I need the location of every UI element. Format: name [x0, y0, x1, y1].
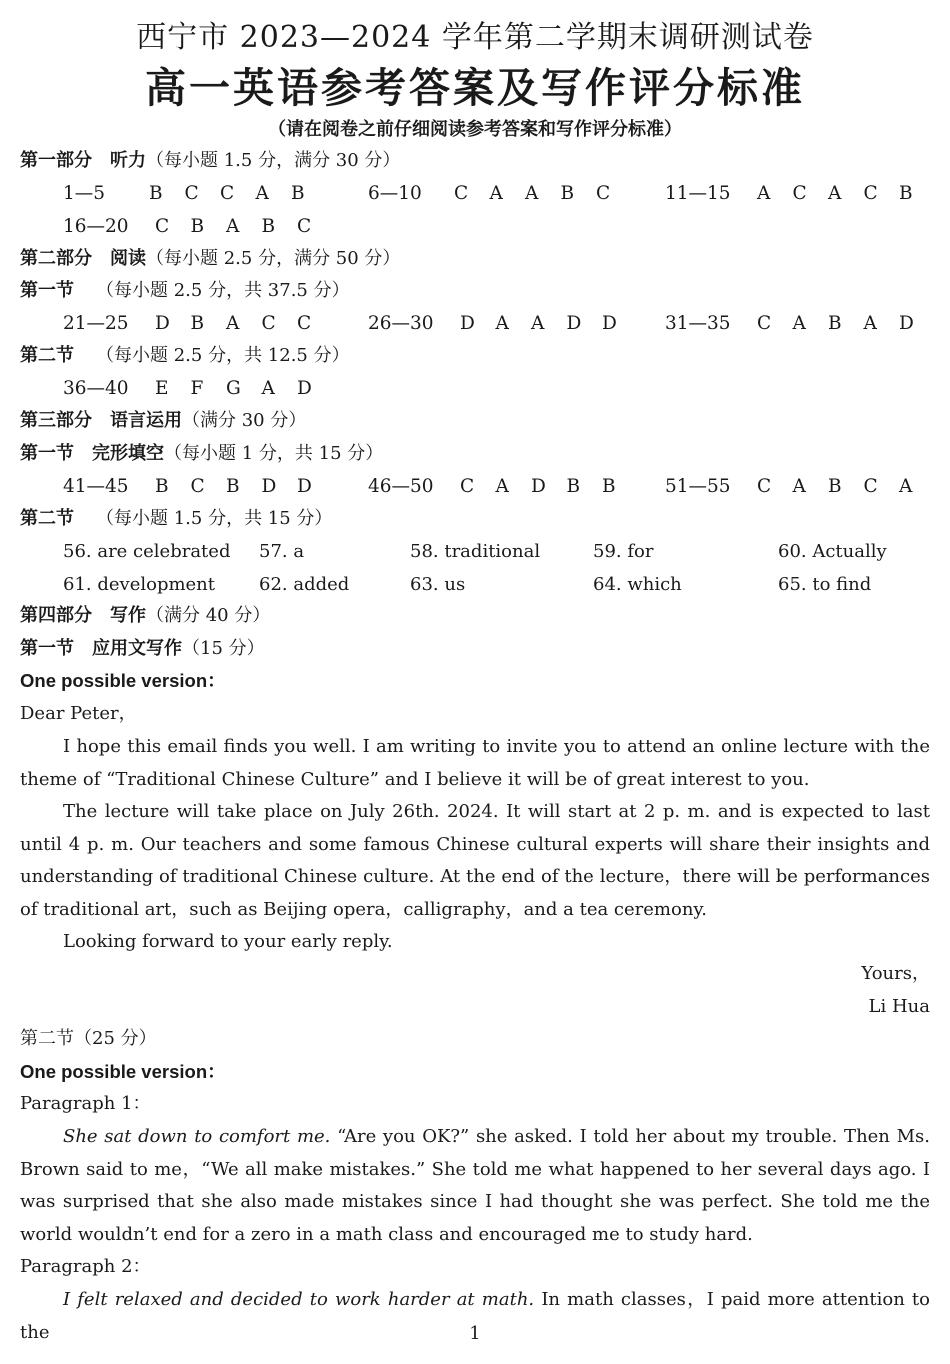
- email-salutation: Dear Peter，: [20, 703, 137, 724]
- part2-heading: 第二部分 阅读（每小题 2.5 分，满分 50 分）: [20, 248, 401, 269]
- answer-letter: C: [863, 476, 878, 497]
- answer-letter: A: [828, 183, 842, 204]
- answer-letter: D: [460, 313, 475, 334]
- document-title-line1: 西宁市 2023—2024 学年第二学期末调研测试卷: [136, 20, 814, 55]
- answer-letter: A: [226, 215, 240, 237]
- answer-letter: B: [602, 476, 616, 497]
- answer-letter: A: [226, 313, 240, 334]
- part2-score: （每小题 2.5 分，满分 50 分）: [146, 248, 401, 269]
- answer-letter: D: [899, 313, 914, 334]
- answer-letter: A: [495, 476, 509, 497]
- answer-letter: D: [531, 476, 546, 497]
- answer-range: 31—35: [665, 313, 731, 334]
- answer-letter: A: [255, 183, 269, 204]
- answer-letter: C: [757, 313, 772, 334]
- answer-letter: C: [757, 476, 772, 497]
- answer-range: 51—55: [665, 476, 731, 497]
- answer-letter: D: [155, 313, 170, 334]
- part2-section1-heading: 第一节 （每小题 2.5 分，共 37.5 分）: [20, 280, 350, 301]
- email-paragraph-3: Looking forward to your early reply.: [63, 931, 393, 952]
- answer-letter: B: [155, 476, 169, 497]
- part4-section1-score: （15 分）: [182, 638, 265, 659]
- grammar-answer: 58. traditional: [410, 541, 541, 562]
- answer-range: 6—10: [368, 183, 422, 204]
- version-label-1: One possible version：: [20, 670, 226, 691]
- answer-letter: C: [863, 183, 878, 204]
- paragraph2-body: In math classes，I paid more attention to the: [20, 1289, 930, 1343]
- paragraph2-label: Paragraph 2：: [20, 1256, 151, 1277]
- answer-letter: C: [297, 313, 312, 334]
- answer-letter: C: [261, 313, 276, 334]
- email-paragraph-2: The lecture will take place on July 26th. 2024. It will start at 2 p. m. and is expected to last until 4 p. m. Our teachers and some famous Chinese cultural experts will share their insights and understanding of traditional Chinese culture. At the end of the lecture，there will be performances of traditional art，such as Beijing opera，calligraphy，and a tea ceremony.: [20, 801, 930, 920]
- answer-letter: B: [566, 476, 581, 497]
- answer-letter: D: [602, 313, 617, 334]
- answer-letter: A: [495, 313, 509, 334]
- answer-letter: B: [828, 476, 842, 497]
- part3-section2-score: （每小题 1.5 分，共 15 分）: [96, 508, 333, 529]
- part1-score: （每小题 1.5 分，满分 30 分）: [146, 150, 401, 171]
- paragraph1-label: Paragraph 1：: [20, 1093, 151, 1114]
- part3-section2-heading: 第二节 （每小题 1.5 分，共 15 分）: [20, 508, 333, 529]
- answer-range: 46—50: [368, 476, 434, 497]
- part2-section1-score: （每小题 2.5 分，共 37.5 分）: [96, 280, 350, 301]
- part3-heading: 第三部分 语言运用（满分 30 分）: [20, 410, 307, 431]
- answer-letter: D: [566, 313, 582, 334]
- grammar-answer: 57. a: [259, 541, 305, 562]
- part3-section1-heading: 第一节 完形填空（每小题 1 分，共 15 分）: [20, 443, 384, 464]
- answer-letter: B: [190, 215, 205, 237]
- answer-letter: C: [155, 215, 170, 237]
- answer-letter: C: [184, 183, 199, 204]
- grammar-answer: 59. for: [593, 541, 654, 562]
- part3-section1-score: （每小题 1 分，共 15 分）: [164, 443, 384, 464]
- answer-letter: B: [560, 183, 575, 204]
- answer-letter: B: [226, 476, 240, 497]
- grammar-answer: 64. which: [593, 573, 682, 595]
- answer-range: 36—40: [63, 378, 129, 399]
- story-paragraph-1: [20, 1121, 930, 1251]
- answer-letter: C: [190, 476, 205, 497]
- answer-letter: D: [297, 378, 312, 399]
- answer-letter: C: [297, 215, 312, 237]
- answer-range: 26—30: [368, 313, 434, 334]
- part4-score: （满分 40 分）: [146, 605, 271, 626]
- answer-letter: A: [531, 313, 545, 334]
- answer-range: 11—15: [665, 183, 731, 204]
- answer-letter: A: [792, 476, 806, 497]
- email-signature: Li Hua: [868, 996, 930, 1017]
- grammar-answer: 56. are celebrated: [63, 541, 231, 562]
- answer-letter: B: [261, 215, 276, 237]
- answer-range: 41—45: [63, 476, 129, 497]
- paragraph1-lead-sentence: She sat down to comfort me.: [63, 1126, 331, 1147]
- email-paragraph-1: I hope this email finds you well. I am writing to invite you to attend an online lecture with the theme of “Traditional Chinese Culture” and I believe it will be of great interest to you.: [20, 736, 930, 790]
- document-title-line2: 高一英语参考答案及写作评分标准: [145, 64, 805, 112]
- grammar-answer: 63. us: [410, 573, 466, 595]
- answer-range: 21—25: [63, 313, 129, 334]
- answer-letter: A: [863, 313, 877, 334]
- answer-letter: B: [899, 183, 913, 204]
- answer-range: 16—20: [63, 215, 129, 237]
- answer-letter: B: [828, 313, 842, 334]
- answer-letter: C: [792, 183, 807, 204]
- answer-letter: A: [525, 183, 539, 204]
- answer-letter: B: [291, 183, 305, 204]
- answer-letter: A: [261, 378, 275, 399]
- grammar-answer: 62. added: [259, 573, 350, 595]
- email-closing: Yours，: [861, 963, 930, 984]
- answer-letter: A: [899, 476, 913, 497]
- part1-heading: 第一部分 听力（每小题 1.5 分，满分 30 分）: [20, 150, 401, 171]
- part2-section2-score: （每小题 2.5 分，共 12.5 分）: [96, 345, 350, 366]
- grammar-answer: 60. Actually: [778, 541, 887, 562]
- answer-letter: E: [155, 378, 169, 399]
- part4-section1-heading: 第一节 应用文写作（15 分）: [20, 638, 265, 659]
- paragraph2-lead-sentence: I felt relaxed and decided to work harder at math.: [63, 1289, 535, 1310]
- version-label-2: One possible version：: [20, 1061, 226, 1082]
- answer-letter: C: [596, 183, 611, 204]
- part4-heading: 第四部分 写作（满分 40 分）: [20, 605, 271, 626]
- grammar-answer: 65. to find: [778, 573, 872, 595]
- answer-letter: B: [190, 313, 205, 334]
- part4-section2-heading: 第二节（25 分）: [20, 1028, 157, 1049]
- answer-range: 1—5: [63, 183, 106, 204]
- answer-letter: B: [149, 183, 163, 204]
- page-number: 1: [469, 1323, 481, 1344]
- answer-letter: C: [454, 183, 469, 204]
- answer-letter: A: [757, 183, 771, 204]
- marking-note: （请在阅卷之前仔细阅读参考答案和写作评分标准）: [268, 119, 682, 140]
- paragraph1-body: “Are you OK?” she asked. I told her about my trouble. Then Ms. Brown said to me，“We all make mistakes.” She told me what happened to her several days ago. I was surprised that she also made mistakes since I had thought she was perfect. She told me the world wouldn’t end for a zero in a math class and encouraged me to study hard.: [20, 1126, 930, 1245]
- answer-letter: A: [792, 313, 806, 334]
- answer-letter: F: [190, 378, 204, 399]
- answer-letter: D: [261, 476, 277, 497]
- grammar-answer: 61. development: [63, 573, 216, 595]
- answer-letter: D: [297, 476, 312, 497]
- answer-letter: C: [220, 183, 235, 204]
- part3-score: （满分 30 分）: [182, 410, 307, 431]
- answer-letter: G: [226, 378, 241, 399]
- answer-letter: C: [460, 476, 475, 497]
- part2-section2-heading: 第二节 （每小题 2.5 分，共 12.5 分）: [20, 345, 350, 366]
- answer-letter: A: [489, 183, 503, 204]
